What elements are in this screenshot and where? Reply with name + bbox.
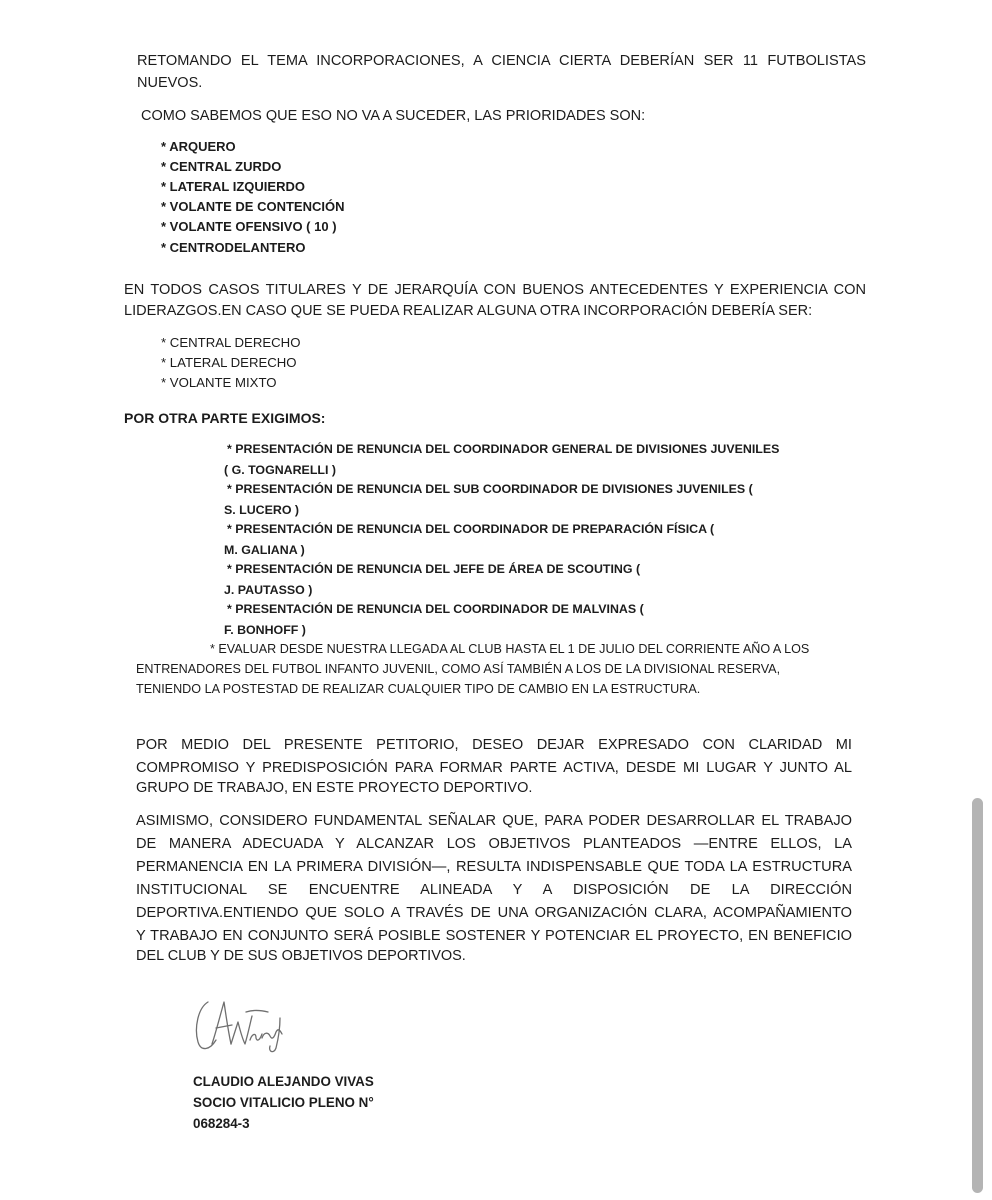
evaluar-line-1: * EVALUAR DESDE NUESTRA LLEGADA AL CLUB HASTA EL 1 DE JULIO DEL CORRIENTE AÑO A LOS — [210, 642, 810, 656]
paragraph-line: COMPROMISO Y PREDISPOSICIÓN PARA FORMAR PARTE ACTIVA, DESDE MI LUGAR Y JUNTO AL — [136, 760, 852, 776]
list-item: * PRESENTACIÓN DE RENUNCIA DEL COORDINADOR GENERAL DE DIVISIONES JUVENILES — [227, 442, 780, 456]
signature-number: 068284-3 — [193, 1116, 250, 1131]
list-item: * VOLANTE DE CONTENCIÓN — [161, 199, 345, 214]
list-item: * LATERAL IZQUIERDO — [161, 179, 305, 194]
list-item: * CENTRAL ZURDO — [161, 159, 282, 174]
paragraph-line: DEPORTIVA.ENTIENDO QUE SOLO A TRAVÉS DE UNA ORGANIZACIÓN CLARA, ACOMPAÑAMIENTO — [136, 905, 852, 921]
paragraph-line: POR MEDIO DEL PRESENTE PETITORIO, DESEO DEJAR EXPRESADO CON CLARIDAD MI — [136, 737, 852, 753]
handwritten-signature — [190, 994, 294, 1058]
paragraph-line: PERMANENCIA EN LA PRIMERA DIVISIÓN—, RESULTA INDISPENSABLE QUE TODA LA ESTRUCTURA — [136, 859, 852, 875]
list-item: * PRESENTACIÓN DE RENUNCIA DEL COORDINADOR DE PREPARACIÓN FÍSICA ( — [227, 522, 715, 536]
paragraph-line: Y TRABAJO EN CONJUNTO SERÁ POSIBLE SOSTENER Y POTENCIAR EL PROYECTO, EN BENEFICIO — [136, 928, 852, 944]
paragraph-line: DE MANERA ADECUADA Y ALCANZAR LOS OBJETIVOS PLANTEADOS —ENTRE ELLOS, LA — [136, 836, 852, 852]
list-item: * VOLANTE MIXTO — [161, 375, 277, 390]
list-item-continuation: ( G. TOGNARELLI ) — [224, 463, 336, 477]
intro-line-2: NUEVOS. — [137, 75, 203, 91]
exigimos-heading: POR OTRA PARTE EXIGIMOS: — [124, 410, 326, 426]
evaluar-line-2: ENTRENADORES DEL FUTBOL INFANTO JUVENIL, COMO ASÍ TAMBIÉN A LOS DE LA DIVISIONAL RESERVA, — [136, 662, 781, 676]
list-item: * PRESENTACIÓN DE RENUNCIA DEL COORDINADOR DE MALVINAS ( — [227, 602, 644, 616]
paragraph-line: ASIMISMO, CONSIDERO FUNDAMENTAL SEÑALAR QUE, PARA PODER DESARROLLAR EL TRABAJO — [136, 813, 852, 829]
scrollbar-thumb[interactable] — [972, 798, 983, 1193]
list-item: * LATERAL DERECHO — [161, 355, 297, 370]
evaluar-line-3: TENIENDO LA POSTESTAD DE REALIZAR CUALQUIER TIPO DE CAMBIO EN LA ESTRUCTURA. — [136, 682, 701, 696]
list-item-continuation: F. BONHOFF ) — [224, 623, 306, 637]
list-item: * CENTRODELANTERO — [161, 240, 306, 255]
list-item-continuation: M. GALIANA ) — [224, 543, 305, 557]
list-item-continuation: J. PAUTASSO ) — [224, 583, 313, 597]
titulares-line-1: EN TODOS CASOS TITULARES Y DE JERARQUÍA CON BUENOS ANTECEDENTES Y EXPERIENCIA CON — [124, 282, 866, 298]
list-item: * ARQUERO — [161, 139, 236, 154]
signature-title: SOCIO VITALICIO PLENO N° — [193, 1095, 374, 1110]
priorities-intro: COMO SABEMOS QUE ESO NO VA A SUCEDER, LAS PRIORIDADES SON: — [141, 108, 646, 124]
list-item-continuation: S. LUCERO ) — [224, 503, 300, 517]
paragraph-line: DEL CLUB Y DE SUS OBJETIVOS DEPORTIVOS. — [136, 948, 466, 964]
titulares-line-2: LIDERAZGOS.EN CASO QUE SE PUEDA REALIZAR ALGUNA OTRA INCORPORACIÓN DEBERÍA SER: — [124, 303, 813, 319]
intro-line-1: RETOMANDO EL TEMA INCORPORACIONES, A CIENCIA CIERTA DEBERÍAN SER 11 FUTBOLISTAS — [137, 53, 866, 69]
list-item: * PRESENTACIÓN DE RENUNCIA DEL JEFE DE ÁREA DE SCOUTING ( — [227, 562, 641, 576]
paragraph-line: INSTITUCIONAL SE ENCUENTRE ALINEADA Y A DISPOSICIÓN DE LA DIRECCIÓN — [136, 882, 852, 898]
list-item: * PRESENTACIÓN DE RENUNCIA DEL SUB COORDINADOR DE DIVISIONES JUVENILES ( — [227, 482, 753, 496]
list-item: * CENTRAL DERECHO — [161, 335, 301, 350]
paragraph-line: GRUPO DE TRABAJO, EN ESTE PROYECTO DEPORTIVO. — [136, 780, 533, 796]
list-item: * VOLANTE OFENSIVO ( 10 ) — [161, 219, 337, 234]
signature-name: CLAUDIO ALEJANDO VIVAS — [193, 1074, 374, 1089]
